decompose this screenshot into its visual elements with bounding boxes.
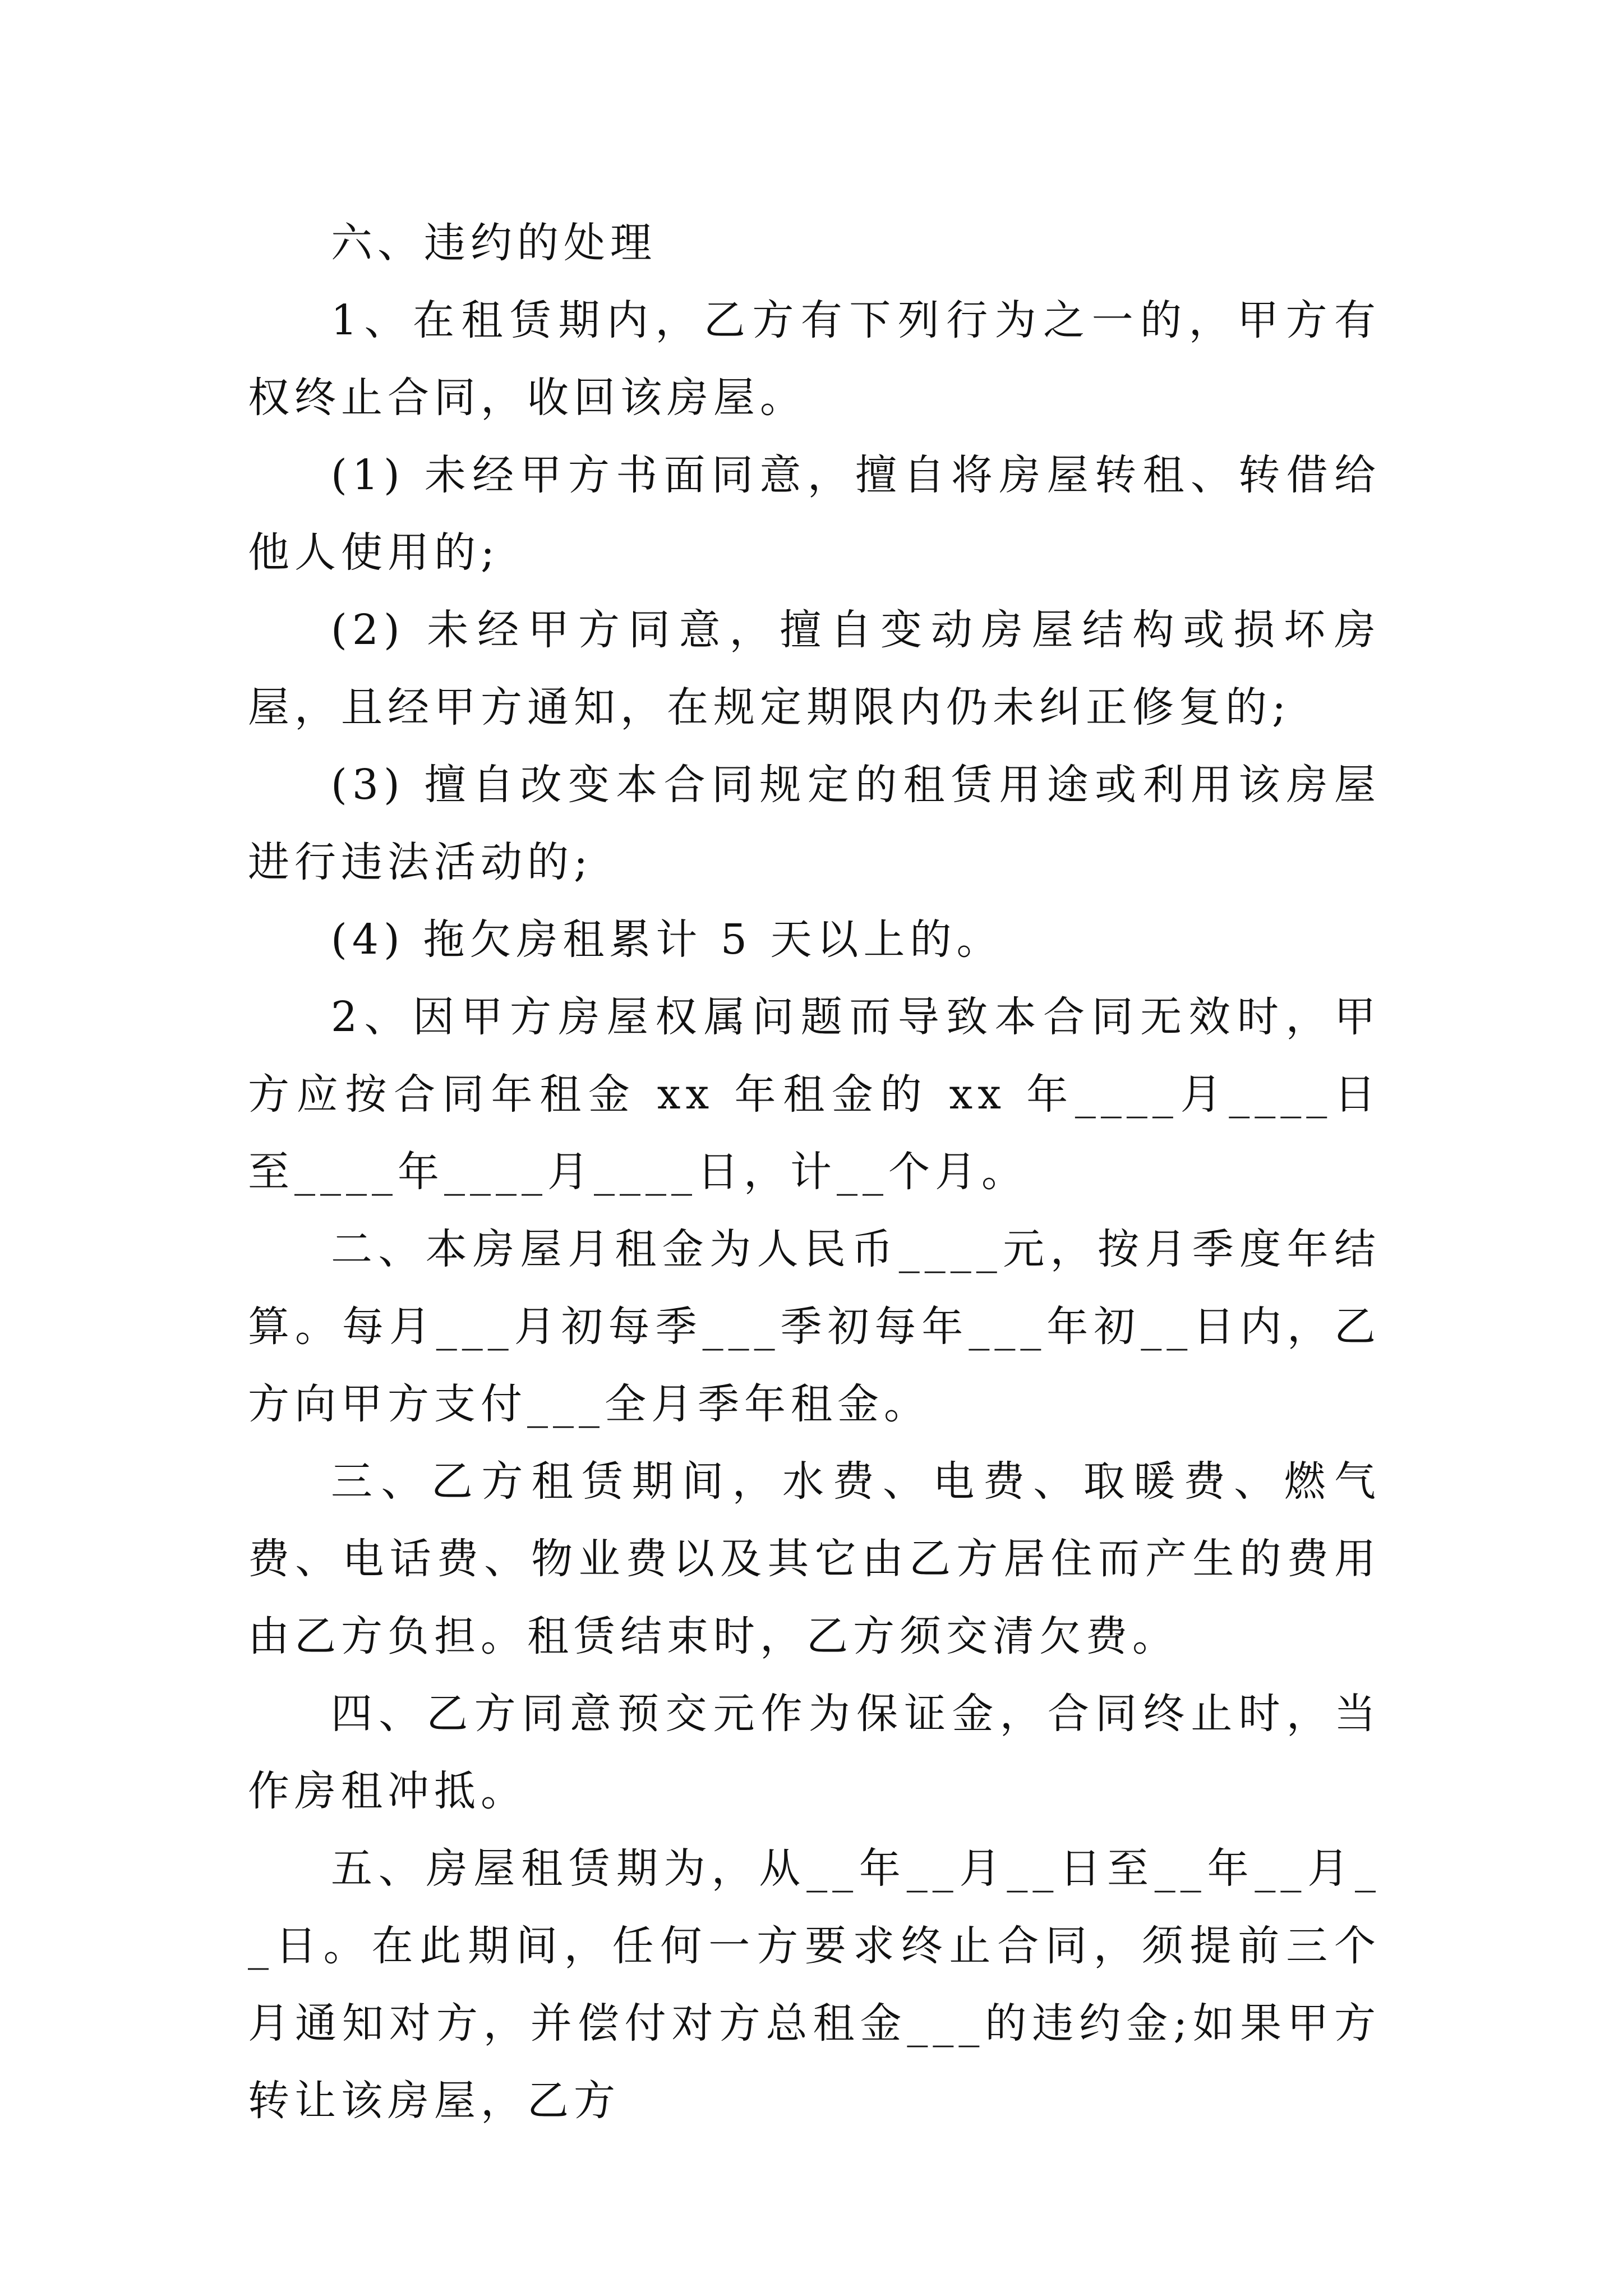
section-deposit: 四、乙方同意预交元作为保证金，合同终止时，当作房租冲抵。: [248, 1690, 1381, 1815]
section-fees: 三、乙方租赁期间，水费、电费、取暖费、燃气费、电话费、物业费以及其它由乙方居住而产生的费用由乙方负担。租赁结束时，乙方须交清欠费。: [248, 1457, 1381, 1660]
document-body: [248, 204, 1381, 2139]
section-rent: 二、本房屋月租金为人民币____元，按月季度年结算。每月___月初每季___季初每年___年初__日内，乙方向甲方支付___全月季年租金。: [248, 1225, 1381, 1428]
clause-item-2: (2) 未经甲方同意，擅自变动房屋结构或损坏房屋，且经甲方通知，在规定期限内仍未纠正修复的;: [248, 606, 1381, 731]
clause-item-4: (4) 拖欠房租累计 5 天以上的。: [331, 915, 1003, 964]
clause-item-3: (3) 擅自改变本合同规定的租赁用途或利用该房屋进行违法活动的;: [248, 761, 1381, 886]
section-lease-term: 五、房屋租赁期为，从__年__月__日至__年__月__日。在此期间，任何一方要求终止合同，须提前三个月通知对方，并偿付对方总租金___的违约金;如果甲方转让该房屋，乙方: [248, 1844, 1381, 2125]
clause-item-1: (1) 未经甲方书面同意，擅自将房屋转租、转借给他人使用的;: [248, 451, 1381, 577]
clause-termination-right: 1、在租赁期内，乙方有下列行为之一的，甲方有权终止合同，收回该房屋。: [248, 296, 1381, 422]
clause-invalid-contract: 2、因甲方房屋权属问题而导致本合同无效时，甲方应按合同年租金 xx 年租金的 xx 年____月____日至____年____月____日，计__个月。: [248, 993, 1381, 1196]
section-heading-breach: 六、违约的处理: [331, 219, 657, 267]
